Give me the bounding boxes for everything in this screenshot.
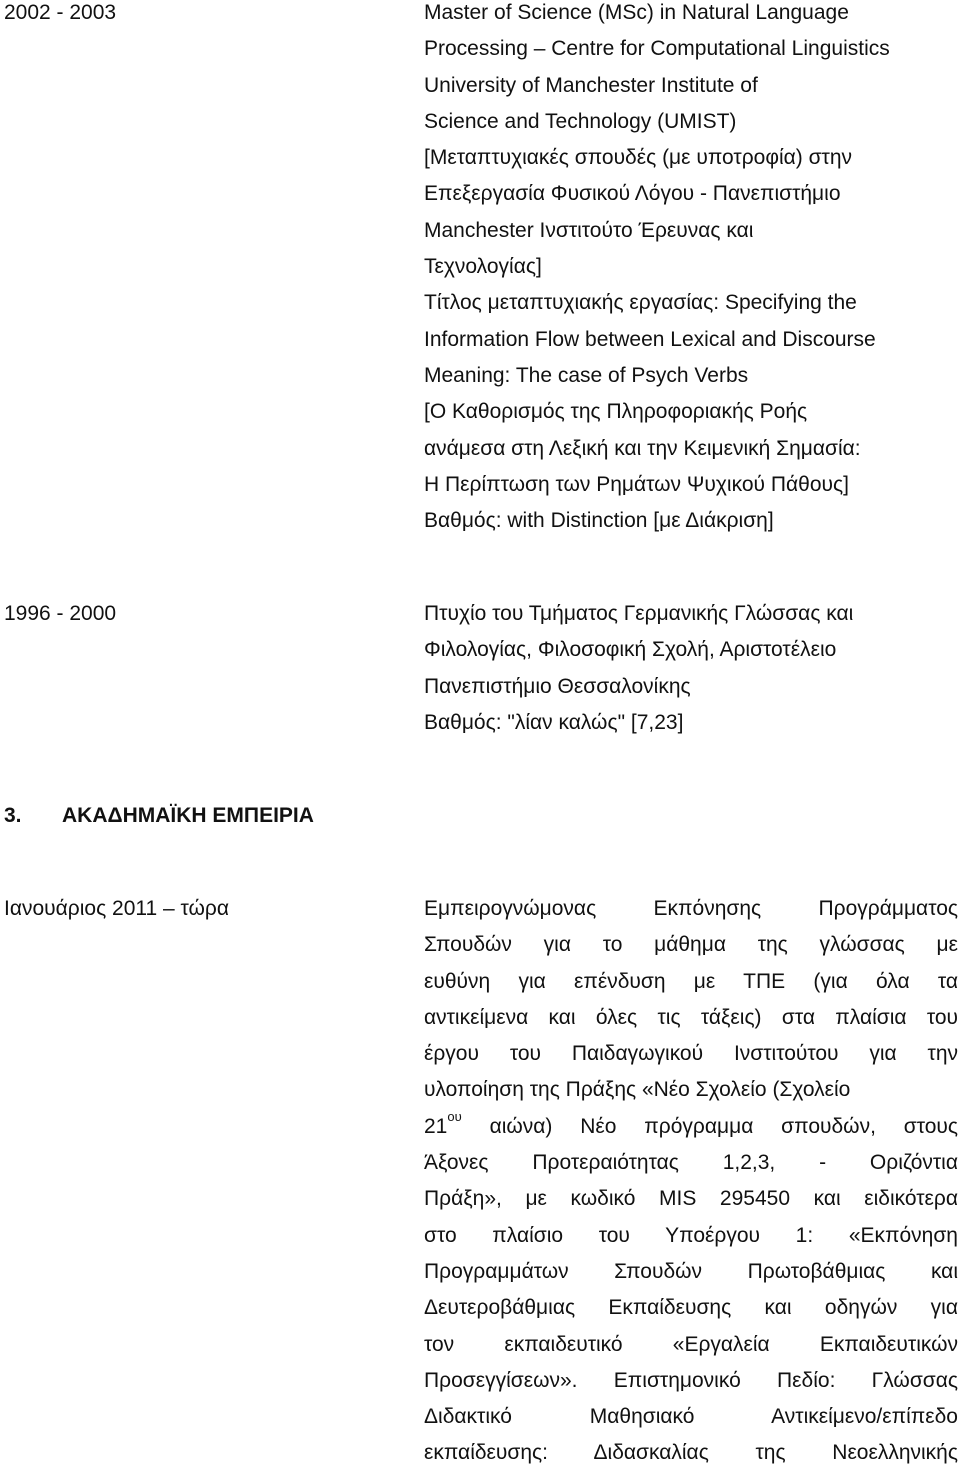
description-line: Βαθμός: "λίαν καλώς" [7,23] <box>424 710 684 734</box>
description-line: ανάμεσα στη Λεξική και την Κειμενική Σημασία: <box>424 436 861 460</box>
description-line: Meaning: The case of Psych Verbs <box>424 363 749 387</box>
description-line: εκπαίδευσης: Διδασκαλίας της Νεοελληνικής <box>424 1441 958 1465</box>
description-line: Τίτλος μεταπτυχιακής εργασίας: Specifying the <box>424 291 857 315</box>
section-heading <box>4 800 314 832</box>
description-line: Προσεγγίσεων». Επιστημονικό Πεδίο: Γλώσσας <box>424 1368 958 1392</box>
century-number: 21 <box>424 1114 448 1138</box>
description-line: Δευτεροβάθμιας Εκπαίδευσης και οδηγών για <box>424 1296 958 1320</box>
description-line: Science and Technology (UMIST) <box>424 109 737 133</box>
description-line: αντικείμενα και όλες τις τάξεις) στα πλαίσια του <box>424 1005 958 1029</box>
description-line: Πτυχίο του Τμήματος Γερμανικής Γλώσσας και <box>424 602 854 625</box>
description-line: Master of Science (MSc) in Natural Language <box>424 1 849 24</box>
description-line: Η Περίπτωση των Ρημάτων Ψυχικού Πάθους] <box>424 472 849 496</box>
description-line: Τεχνολογίας] <box>424 255 542 279</box>
description-line: ευθύνη για επένδυση με ΤΠΕ (για όλα τα <box>424 969 958 993</box>
century-suffix: ου <box>447 1108 462 1124</box>
description-line: University of Manchester Institute of <box>424 73 758 97</box>
entry-description <box>424 0 958 539</box>
section-title: ΑΚΑΔΗΜΑΪΚΗ ΕΜΠΕΙΡΙΑ <box>62 804 314 827</box>
description-line: Βαθμός: with Distinction [με Διάκριση] <box>424 509 774 533</box>
description-line: Processing – Centre for Computational Linguistics <box>424 37 890 61</box>
description-line: Πανεπιστήμιο Θεσσαλονίκης <box>424 674 691 698</box>
description-line: Information Flow between Lexical and Discourse <box>424 327 876 351</box>
description-line: έργου του Παιδαγωγικού Ινστιτούτου για την <box>424 1042 958 1066</box>
description-line: Manchester Ινστιτούτο Έρευνας και <box>424 218 754 242</box>
entry-date: 1996 - 2000 <box>4 602 117 625</box>
description-line: Πράξη», με κωδικό MIS 295450 και ειδικότερα <box>424 1187 958 1211</box>
description-line: [Μεταπτυχιακές σπουδές (με υποτροφία) στην <box>424 146 853 170</box>
description-line: Φιλολογίας, Φιλοσοφική Σχολή, Αριστοτέλειο <box>424 638 837 662</box>
description-line-century <box>424 1109 958 1145</box>
description-line: [Ο Καθορισμός της Πληροφοριακής Ροής <box>424 400 808 424</box>
description-line: Εμπειρογνώμονας Εκπόνησης Προγράμματος <box>424 897 958 920</box>
entry-date: Ιανουάριος 2011 – τώρα <box>4 897 230 920</box>
description-line: Διδακτικό Μαθησιακό Αντικείμενο/επίπεδο <box>424 1405 958 1429</box>
entry-description <box>424 596 958 741</box>
century-rest: αιώνα) Νέο πρόγραμμα σπουδών, στους <box>489 1114 958 1138</box>
entry-date: 2002 - 2003 <box>4 1 117 24</box>
description-line: στο πλαίσιο του Υποέργου 1: «Εκπόνηση <box>424 1223 958 1247</box>
description-line: υλοποίηση της Πράξης «Νέο Σχολείο (Σχολείο <box>424 1078 851 1102</box>
description-line: Σπουδών για το μάθημα της γλώσσας με <box>424 933 958 957</box>
description-line: Άξονες Προτεραιότητας 1,2,3, - Οριζόντια <box>424 1151 958 1175</box>
description-line: τον εκπαιδευτικό «Εργαλεία Εκπαιδευτικών <box>424 1332 958 1356</box>
section-number: 3. <box>4 804 22 827</box>
entry-description <box>424 891 958 1472</box>
description-line: Επεξεργασία Φυσικού Λόγου - Πανεπιστήμιο <box>424 182 841 206</box>
description-line: Προγραμμάτων Σπουδών Πρωτοβάθμιας και <box>424 1259 958 1283</box>
